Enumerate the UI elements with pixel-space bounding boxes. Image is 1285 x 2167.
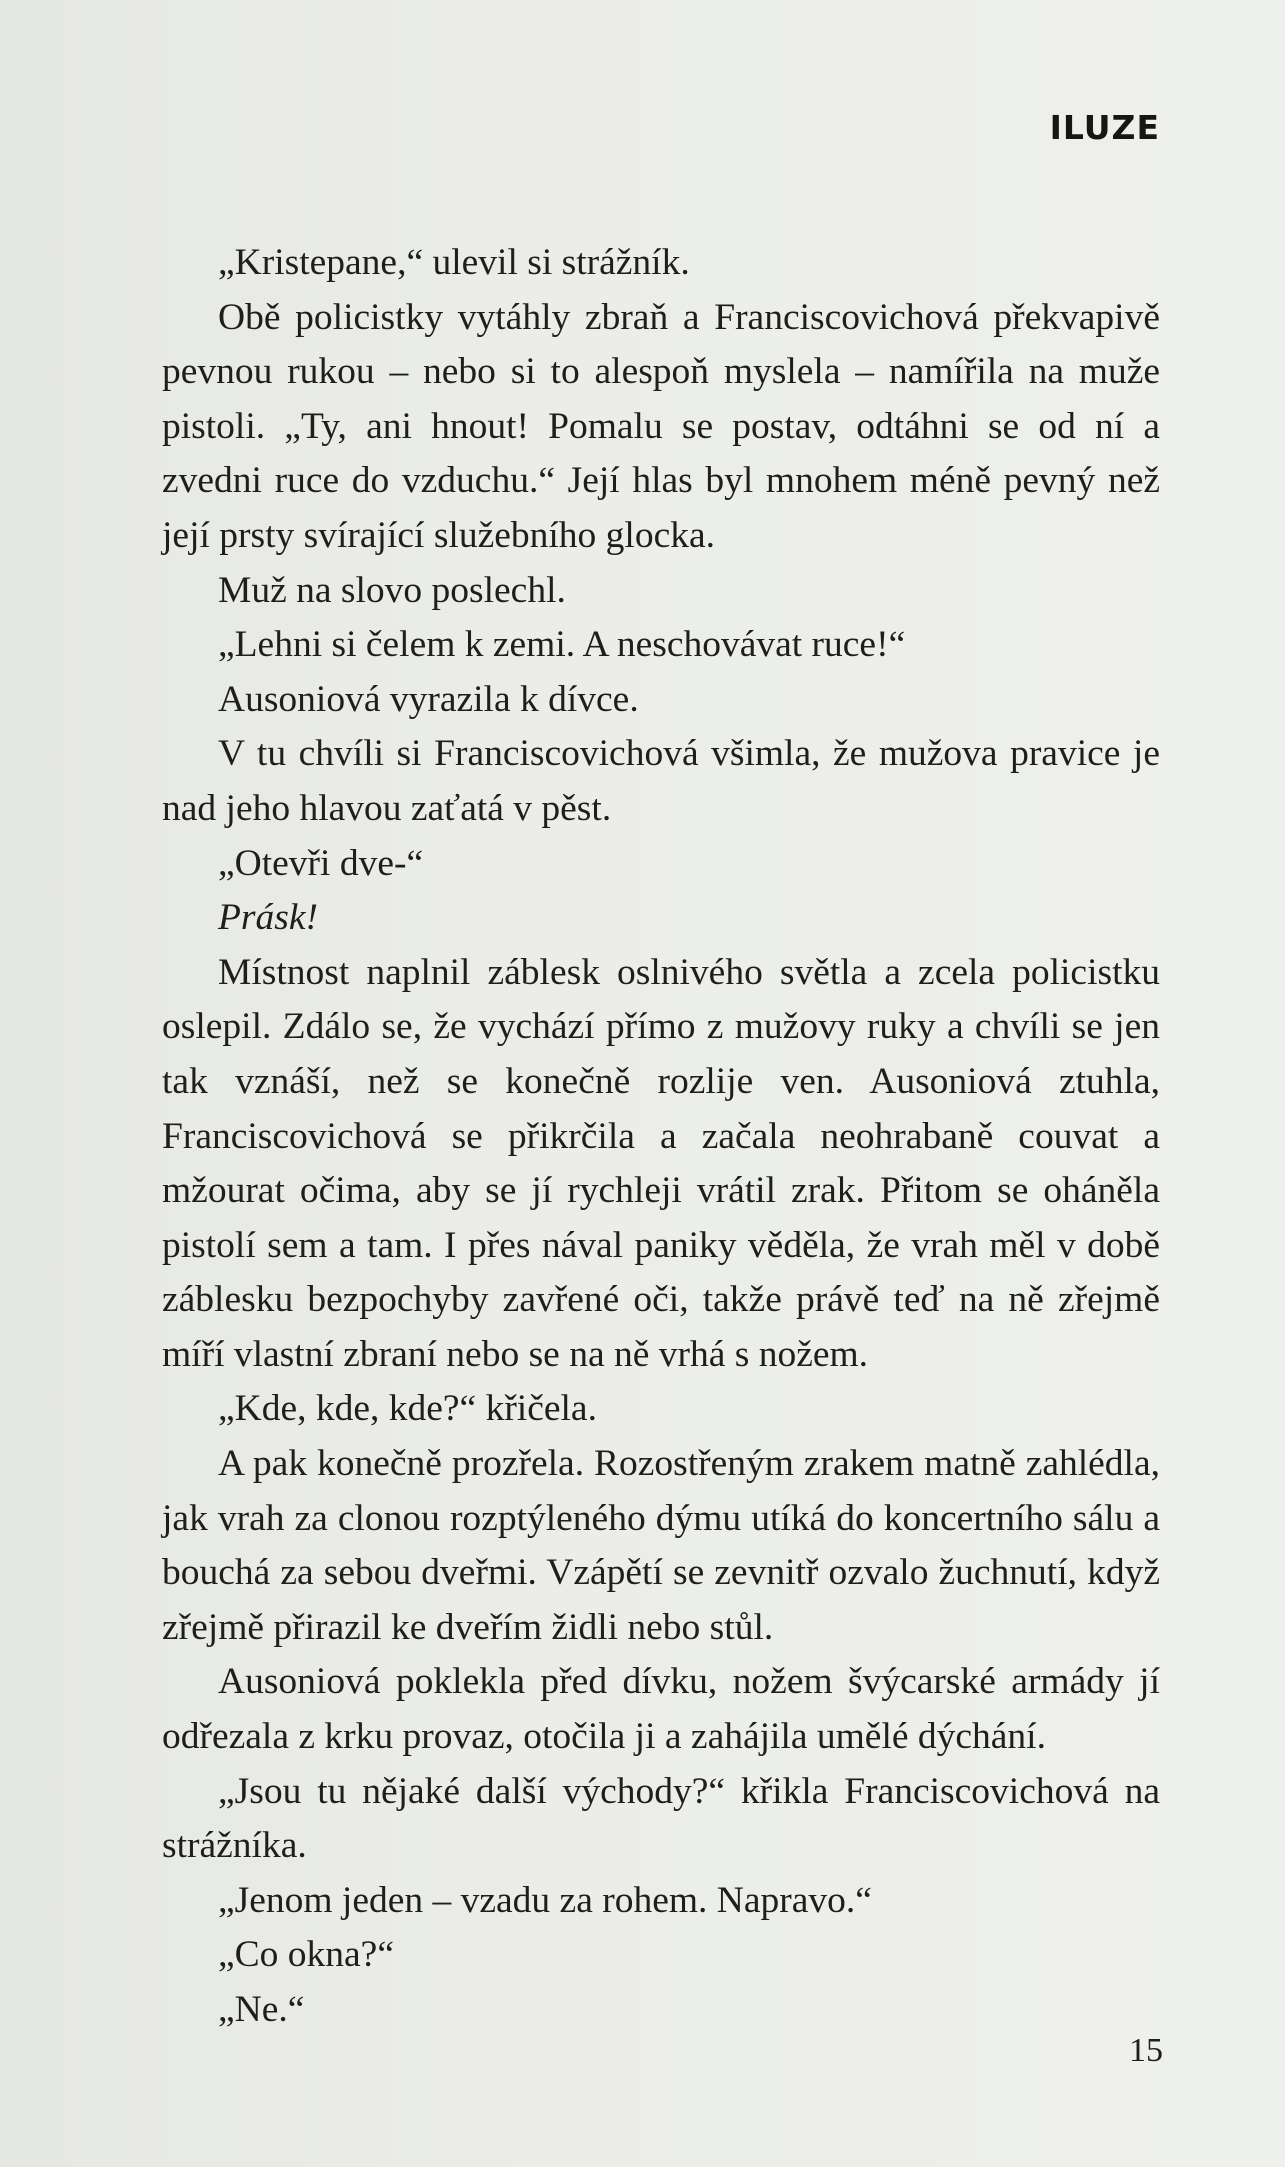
paragraph: „Co okna?“ <box>218 1934 394 1976</box>
paragraph: Muž na slovo poslechl. <box>218 569 566 611</box>
body-text <box>162 236 1160 2038</box>
page-number: 15 <box>1129 2032 1163 2069</box>
paragraph: „Kde, kde, kde?“ křičela. <box>218 1388 597 1430</box>
paragraph: Obě policistky vytáhly zbraň a Franciscovichová překvapivě pevnou rukou – nebo si to alespoň myslela – namířila na muže pistoli. „Ty, ani hnout! Pomalu se postav, odtáhni se od ní a zvedni ruce do vzduchu.“ Její hlas byl mnohem méně pevný než její prsty svírající služebního glocka. <box>162 296 1160 556</box>
running-head: ILUZE <box>1049 108 1160 147</box>
paragraph: „Kristepane,“ ulevil si strážník. <box>218 242 690 283</box>
paragraph: „Ne.“ <box>218 1989 305 2030</box>
paragraph: Ausoniová poklekla před dívku, nožem švýcarské armády jí odřezala z krku provaz, otočila ji a zahájila umělé dýchání. <box>162 1661 1160 1758</box>
paragraph: „Lehni si čelem k zemi. A neschovávat ruce!“ <box>218 624 906 666</box>
paragraph: Ausoniová vyrazila k dívce. <box>218 678 639 720</box>
paragraph: „Jenom jeden – vzadu za rohem. Napravo.“ <box>218 1879 872 1921</box>
paragraph: „Otevři dve-“ <box>218 842 424 884</box>
paragraph: Místnost naplnil záblesk oslnivého světla a zcela policistku oslepil. Zdálo se, že vychází přímo z mužovy ruky a chvíli se jen tak vznáší, než se konečně rozlije ven. Ausoniová ztuhla, Franciscovichová se přikrčila a začala neohrabaně couvat a mžourat očima, aby se jí rychleji vrátil zrak. Přitom se oháněla pistolí sem a tam. I přes nával paniky věděla, že vrah měl v době záblesku bezpochyby zavřené oči, takže právě teď na ně zřejmě míří vlastní zbraní nebo se na ně vrhá s nožem. <box>162 951 1160 1375</box>
paragraph: „Jsou tu nějaké další východy?“ křikla Franciscovichová na strážníka. <box>162 1770 1160 1867</box>
paragraph-italic: Prásk! <box>218 897 318 939</box>
paragraph: A pak konečně prozřela. Rozostřeným zrakem matně zahlédla, jak vrah za clonou rozptýleného dýmu utíká do koncertního sálu a bouchá za sebou dveřmi. Vzápětí se zevnitř ozvalo žuchnutí, když zřejmě přirazil ke dveřím židli nebo stůl. <box>162 1443 1160 1648</box>
paragraph: V tu chvíli si Franciscovichová všimla, že mužova pravice je nad jeho hlavou zaťatá v pěst. <box>162 733 1160 829</box>
